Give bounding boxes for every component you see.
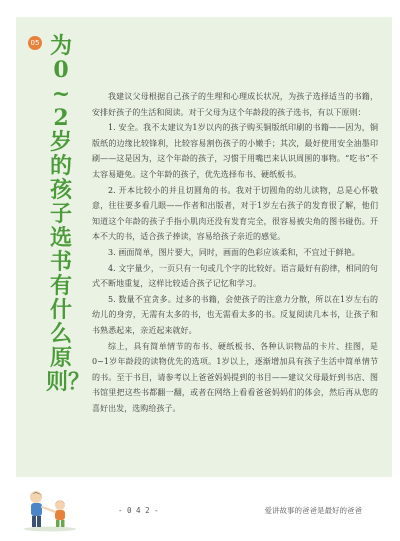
article-body — [92, 89, 378, 416]
paragraph-summary: 综上，具有简单情节的布书、硬纸板书、各种认识物品的卡片、挂图，是0~1岁年龄段的读物优先的选项。1岁以上，逐渐增加具有孩子生活中简单情节的书。至于书目，请参考以上爸爸妈妈提到的书目——建议父母最好到书店、图书馆里把这些书都翻一翻，或者在网络上看看爸爸妈妈们的体会，然后再从您的喜好出发，选购给孩子。 — [92, 341, 378, 413]
footer-slogan: 爱讲故事的爸爸是最好的爸爸 — [264, 506, 362, 515]
chapter-number-badge: 05 — [28, 36, 42, 50]
paragraph-principle-2: 2. 开本比较小的并且切圆角的书。我对于切圆角的幼儿读物，总是心怀敬意，往往要多看几眼——作者和出版者，对于1岁左右孩子的发育很了解，他们知道这个年龄的孩子手指小肌肉还没有发育完全，很容易被尖角的图书碰伤。开本不大的书，适合孩子捧读，容易给孩子亲近的感觉。 — [92, 185, 378, 242]
father-and-child-illustration — [20, 488, 80, 532]
paragraph-principle-4: 4. 文字量少，一页只有一句或几个字的比较好。语言最好有韵律，相同的句式不断地重复，这样比较适合孩子记忆和学习。 — [92, 263, 378, 289]
chapter-title: 为0~2岁的孩子选书有什么原则？ — [46, 33, 91, 395]
paragraph-principle-1: 1. 安全。我不太建议为1岁以内的孩子购买铜版纸印刷的书籍——因为，铜版纸的边缘比较锋利，比较容易割伤孩子的小嫩手；其次，最好使用安全油墨印刷——这是因为，这个年龄的孩子，习惯于用嘴巴来认识周围的事物。“吃书”不太容易避免。这个年龄的孩子，优先选择布书、硬纸板书。 — [92, 123, 378, 179]
page-number: - 0 4 2 - — [118, 506, 159, 515]
paragraph-principle-5: 5. 数量不宜贪多。过多的书籍，会使孩子的注意力分散，所以在1岁左右的幼儿的身旁，无需有太多的书，也无需看太多的书。反复阅读几本书，让孩子和书熟悉起来，亲近起来就好。 — [92, 294, 378, 335]
paragraph-intro: 我建议父母根据自己孩子的生理和心理成长状况，为孩子选择适当的书籍，安排好孩子的生活和阅读。对于父母为这个年龄段的孩子选书，有以下原则： — [92, 92, 378, 117]
paragraph-principle-3: 3. 画面简单，图片要大，同时，画面的色彩应该柔和，不宜过于鲜艳。 — [108, 247, 360, 257]
